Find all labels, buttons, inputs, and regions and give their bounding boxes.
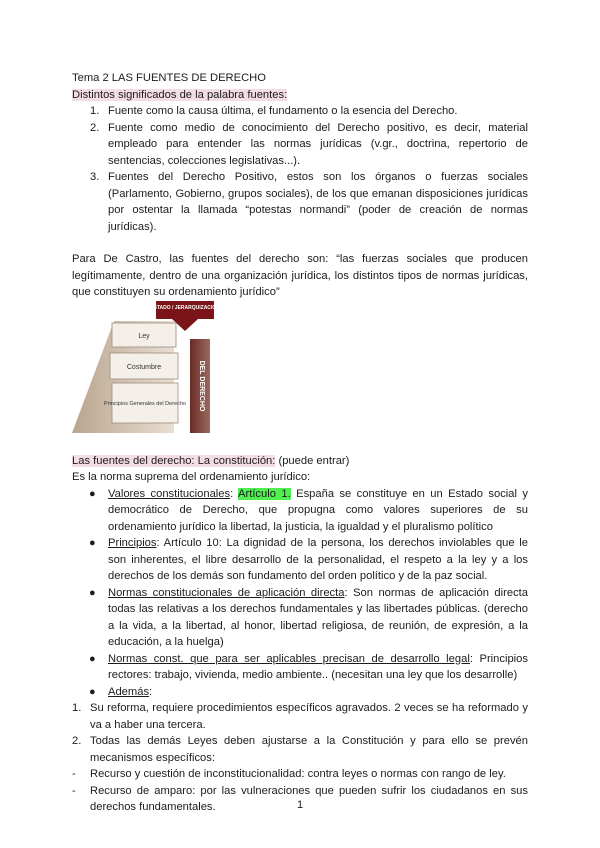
bullet-label: Valores constitucionales <box>108 487 231 500</box>
list-item <box>54 700 528 733</box>
level-principios: Principios Generales del Derecho <box>104 400 186 407</box>
dash-marker: - <box>72 768 76 780</box>
list-item <box>72 651 528 684</box>
dash-marker: - <box>72 784 76 797</box>
bullet-text: : Principios rectores: trabajo, vivienda, medio ambiente.. (necesitan una ley que los desarrolle) <box>108 652 528 681</box>
list-item-text: Todas las demás Leyes deben ajustarse a la Constitución y para ello se prevén mecanismos específicos: <box>90 735 528 764</box>
bullet-label: Normas constitucionales de aplicación directa <box>108 586 345 599</box>
list-item <box>72 535 528 585</box>
list-item <box>54 733 528 766</box>
list-item: ● Valores constitucionales: Artículo 1. España se constituye en un Estado social y democrático de Derecho, que propugna como valores superiores de su ordenamiento jurídico la libertad, la justicia, la igualdad y el pluralismo político <box>89 487 528 533</box>
de-castro-paragraph: Para De Castro, las fuentes del derecho son: “las fuerzas sociales que producen legítimamente, dentro de una organización jurídica, los distintos tipos de normas jurídicas, que constituyen su ordenamiento jurídico” <box>72 253 528 298</box>
list-number: 3. <box>90 171 100 183</box>
constitution-bullets <box>72 486 528 701</box>
pyramid-diagram <box>72 301 222 441</box>
section2-heading-note: (puede entrar) <box>275 454 350 467</box>
list-item-text: Recurso de amparo: por las vulneraciones que pueden sufrir los ciudadanos en sus derechos fundamentales. <box>90 784 528 813</box>
document-body <box>72 70 528 816</box>
section2-heading <box>72 453 528 470</box>
bullet-label: Normas const. que para ser aplicables precisan de desarrollo legal <box>108 652 470 665</box>
list-number: 1. <box>90 105 100 117</box>
list-number: 1. <box>72 702 82 714</box>
section2-heading-text: Las fuentes del derecho: La constitución: <box>72 454 276 467</box>
list-item <box>72 120 528 170</box>
side-label: DEL DERECHO <box>198 360 205 411</box>
ademas-list <box>54 700 528 766</box>
list-item <box>72 169 528 235</box>
bullet-text: España se constituye en un Estado social y democrático de Derecho, que propugna como valores superiores de su ordenamiento jurídico la libertad, la justicia, la igualdad y el pluralismo político <box>108 487 528 533</box>
level-ley: Ley <box>138 332 150 340</box>
list-item-text: Recurso y cuestión de inconstitucionalidad: contra leyes o normas con rango de ley. <box>90 768 506 780</box>
page-number: 1 <box>296 799 304 811</box>
list-item-text: Su reforma, requiere procedimientos específicos agravados. 2 veces se ha reformado y va a haber una tercera. <box>90 702 528 731</box>
list-item <box>72 585 528 651</box>
bullet-label: Principios <box>108 537 157 549</box>
section1-heading-text: Distintos significados de la palabra fuentes: <box>72 88 288 101</box>
section1-heading <box>72 87 528 104</box>
sources-pyramid-figure <box>72 301 222 441</box>
bullet-icon: ● <box>89 685 96 698</box>
bullet-text: : Son normas de aplicación directa todas las relativas a los derechos fundamentales y las libertades públicas. (derecho a la vida, a la libertad, al honor, libertad religiosa, de reunión, de expresión, a la educación, a la huelga) <box>108 586 528 648</box>
section2-intro: Es la norma suprema del ordenamiento jurídico: <box>72 471 311 483</box>
list-number: 2. <box>90 121 100 134</box>
list-item <box>72 684 528 701</box>
document-title: Tema 2 LAS FUENTES DE DERECHO <box>72 72 266 84</box>
bullet-icon: ● <box>89 652 96 665</box>
bullet-icon: ● <box>89 537 96 549</box>
bullet-icon: ● <box>89 586 96 599</box>
bullet-text: : Artículo 10: La dignidad de la persona, los derechos inviolables que le son inherentes, el libre desarrollo de la personalidad, el respeto a la ley y a los derechos de los demás son fundamento del orden político y de la paz social. <box>108 537 528 582</box>
top-label: ESTADO / JERARQUIZACIÓN <box>150 304 220 311</box>
list-item <box>72 103 528 120</box>
list-item-text: Fuente como la causa última, el fundamento o la esencia del Derecho. <box>108 105 458 117</box>
level-costumbre: Costumbre <box>126 363 162 371</box>
list-item <box>54 766 528 783</box>
bullet-icon: ● <box>89 487 96 500</box>
bullet-text: : <box>149 685 153 698</box>
list-item-text: Fuentes del Derecho Positivo, estos son los órganos o fuerzas sociales (Parlamento, Gobierno, grupos sociales), de los que emanan disposiciones jurídicas por ostentar la llamada “potestas normandi” (poder de creación de normas jurídicas). <box>108 171 528 233</box>
list-item-text: Fuente como medio de conocimiento del Derecho positivo, es decir, material empleado para entender las normas jurídicas (v.gr., doctrina, repertorio de sentencias, colecciones legislativas...). <box>108 121 528 167</box>
meanings-list <box>72 103 528 235</box>
article-highlight: Artículo 1. <box>238 487 291 500</box>
list-number: 2. <box>72 735 82 747</box>
bullet-label: Además <box>108 685 150 698</box>
